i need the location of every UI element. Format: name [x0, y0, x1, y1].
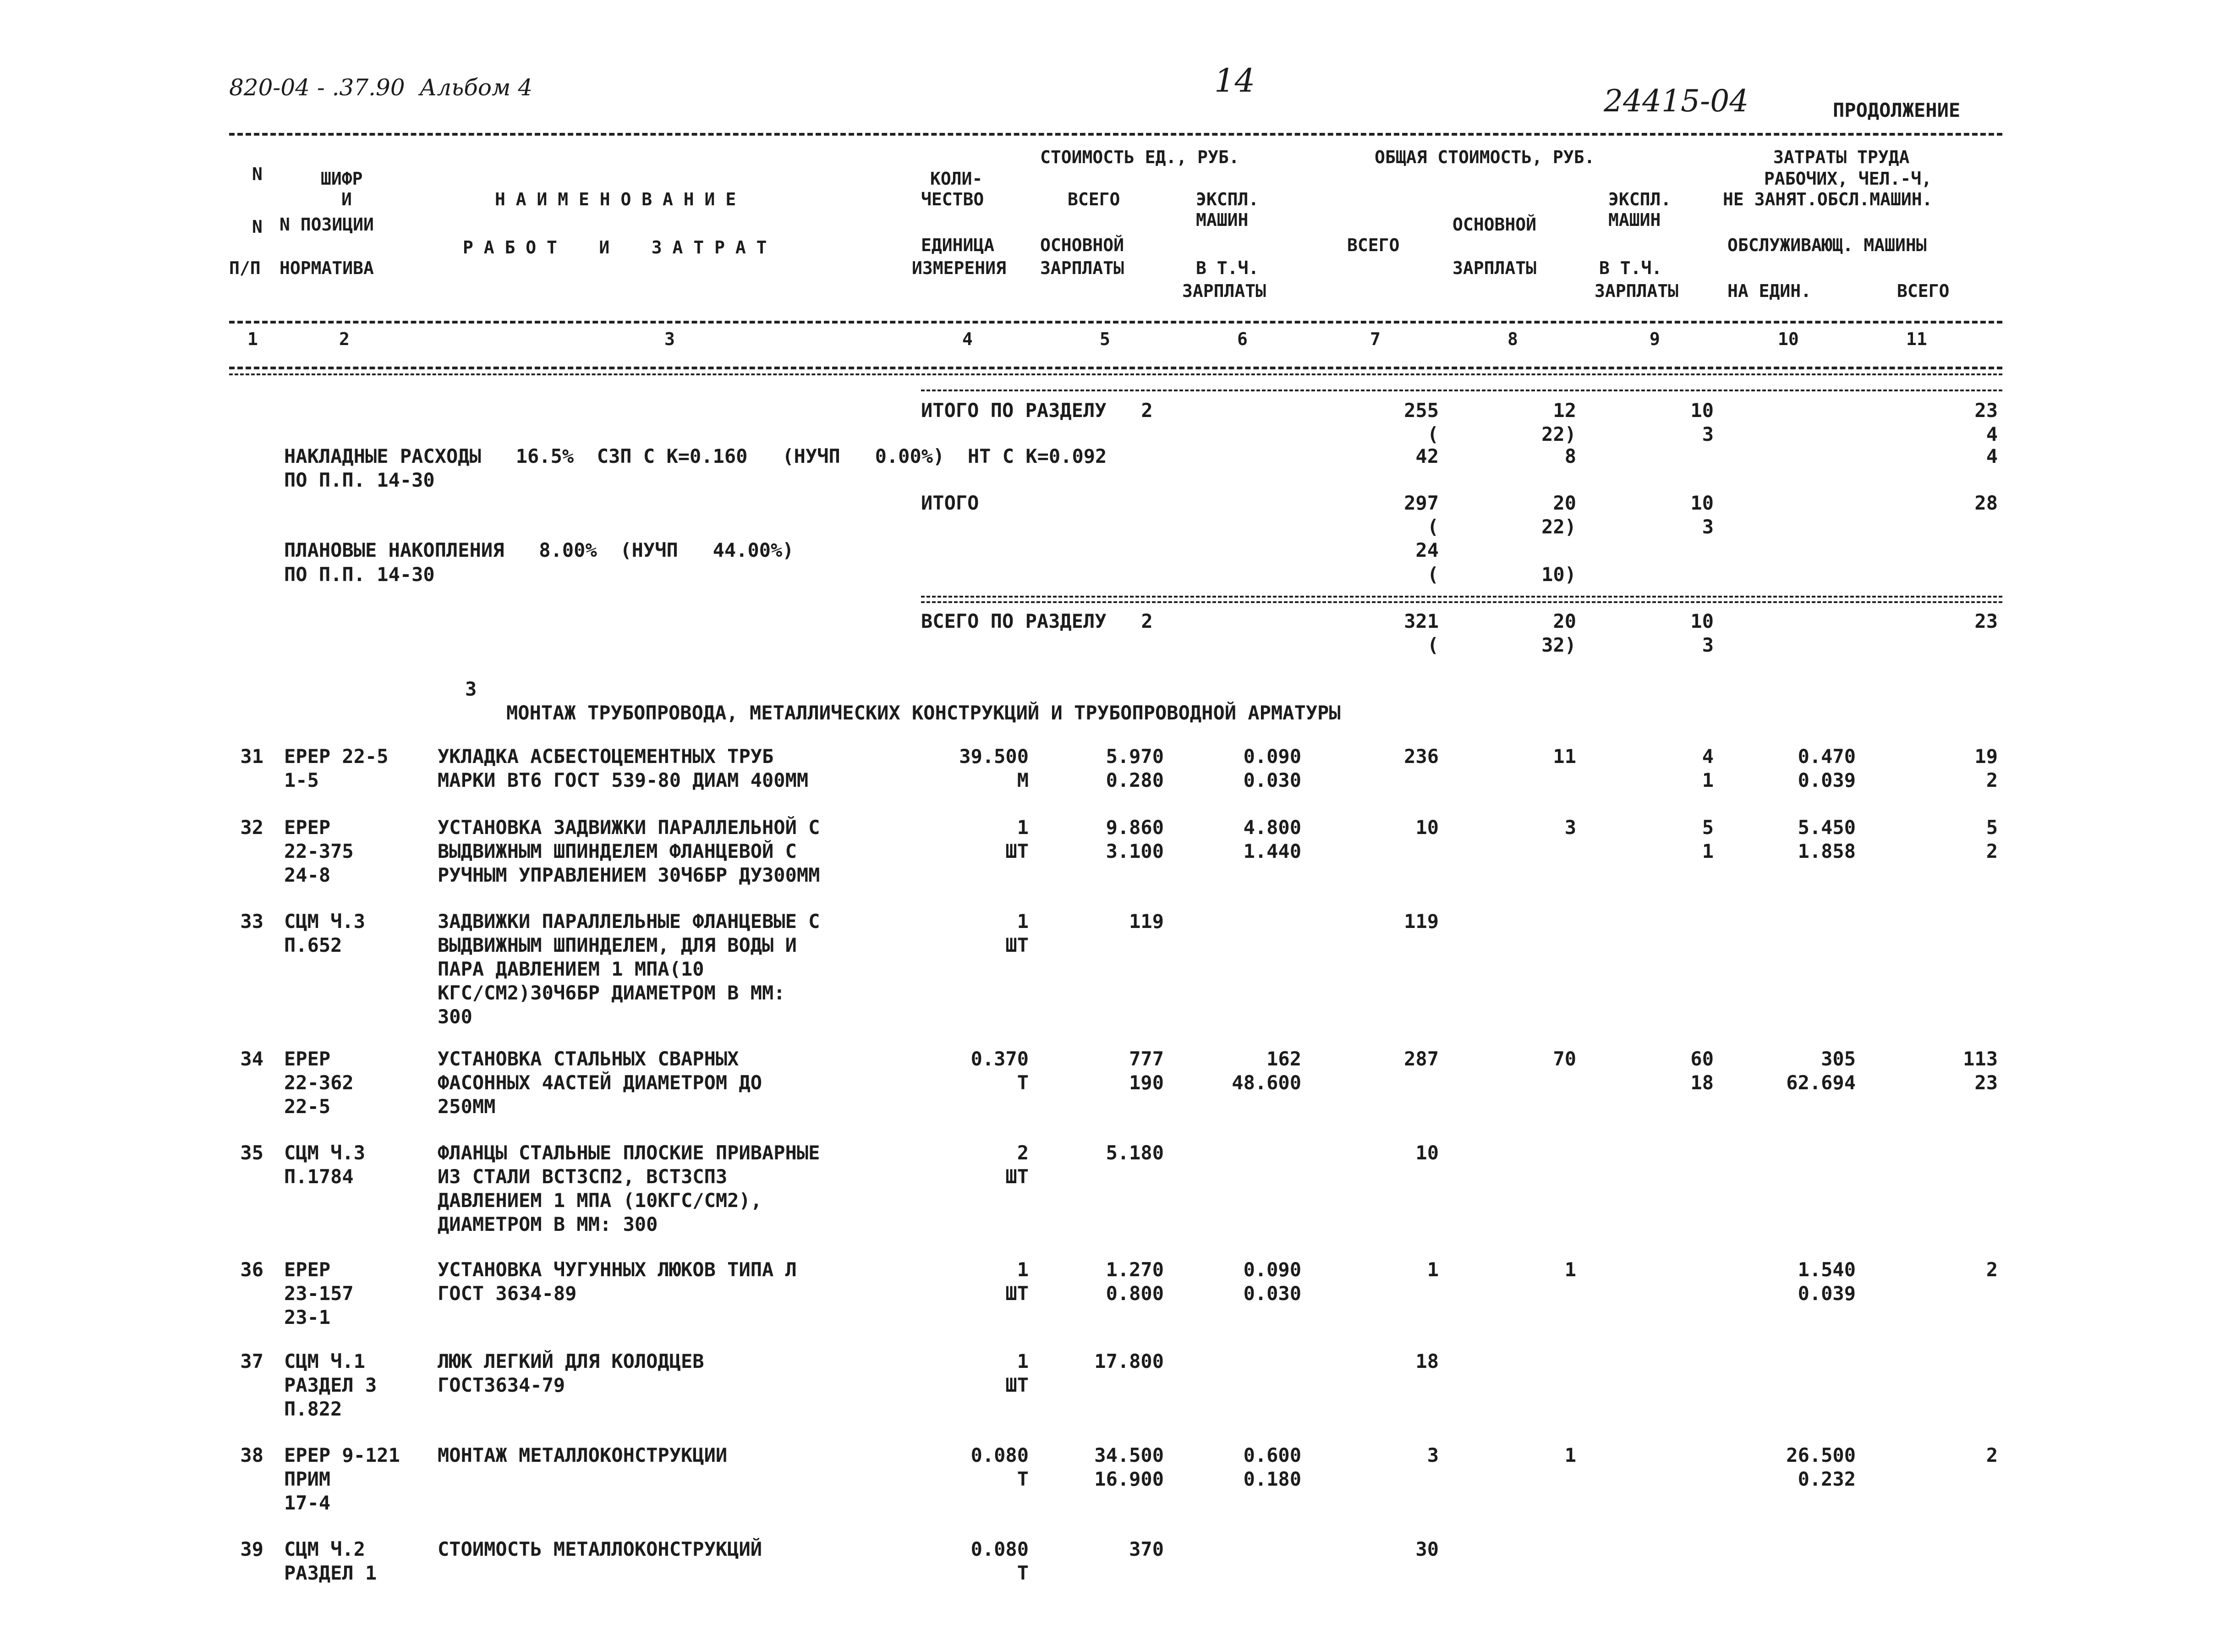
row-c8: 3 — [1564, 816, 1576, 839]
row-c10b: 0.232 — [1798, 1468, 1856, 1490]
row-code: 1-5 — [284, 769, 319, 791]
row-c6a: 0.090 — [1243, 1258, 1301, 1281]
row-unit: ШТ — [1005, 934, 1029, 956]
row-qty: 0.370 — [970, 1048, 1029, 1070]
header-c6: ЗАРПЛАТЫ — [1182, 281, 1266, 301]
column-number: 2 — [339, 329, 350, 349]
header-group-labor: РАБОЧИХ, ЧЕЛ.-Ч, — [1764, 169, 1932, 189]
summary-value: 10 — [1690, 610, 1714, 632]
row-name: ВЫДВИЖНЫМ ШПИНДЕЛЕМ ФЛАНЦЕВОЙ С — [438, 840, 797, 862]
row-c5a: 5.180 — [1106, 1142, 1164, 1164]
planned-savings-label: ПЛАНОВЫЕ НАКОПЛЕНИЯ 8.00% (НУЧП 44.00%) — [284, 539, 794, 561]
row-qty: 1 — [1017, 1350, 1029, 1372]
column-number: 8 — [1507, 329, 1518, 349]
summary-value: 3 — [1702, 423, 1714, 445]
row-name: ВЫДВИЖНЫМ ШПИНДЕЛЕМ, ДЛЯ ВОДЫ И — [438, 934, 797, 956]
summary-value: 28 — [1974, 492, 1998, 514]
row-c5a: 119 — [1129, 910, 1164, 933]
header-top-rule — [229, 133, 2002, 136]
header-c1: N — [252, 217, 263, 237]
row-c10b: 1.858 — [1798, 840, 1856, 862]
row-c8: 11 — [1553, 745, 1576, 768]
row-c6a: 162 — [1266, 1048, 1301, 1070]
header-c6: В Т.Ч. — [1196, 258, 1259, 278]
row-c11a: 2 — [1986, 1444, 1998, 1466]
row-code: СЦМ Ч.2 — [284, 1538, 366, 1560]
row-unit: М — [1017, 769, 1029, 791]
album-reference: 820-04 - .37.90 Альбом 4 — [229, 74, 533, 101]
header-c5: ЗАРПЛАТЫ — [1040, 258, 1124, 278]
row-c5a: 1.270 — [1106, 1258, 1164, 1281]
row-number: 39 — [240, 1538, 263, 1560]
row-c5a: 370 — [1129, 1538, 1164, 1560]
row-c7: 1 — [1427, 1258, 1439, 1281]
row-name: УСТАНОВКА ЧУГУННЫХ ЛЮКОВ ТИПА Л — [438, 1258, 797, 1281]
row-c7: 30 — [1415, 1538, 1439, 1560]
row-name: ДИАМЕТРОМ В ММ: 300 — [438, 1213, 658, 1235]
header-c7: ВСЕГО — [1347, 235, 1400, 255]
row-c7: 236 — [1404, 745, 1439, 768]
summary-value: 321 — [1404, 610, 1439, 632]
section-number: 3 — [465, 678, 477, 700]
summary-value: 297 — [1404, 492, 1439, 514]
row-code: 22-5 — [284, 1095, 331, 1118]
column-number: 7 — [1370, 329, 1381, 349]
row-qty: 1 — [1017, 1258, 1029, 1281]
row-number: 36 — [240, 1258, 263, 1281]
row-code: ЕРЕР 9-121 — [284, 1444, 400, 1466]
header-c4: ЧЕСТВО — [921, 189, 984, 209]
row-qty: 1 — [1017, 910, 1029, 933]
row-c8: 1 — [1564, 1444, 1576, 1466]
header-group-total-cost: ОБЩАЯ СТОИМОСТЬ, РУБ. — [1375, 147, 1595, 167]
summary-value: 42 — [1415, 445, 1439, 467]
header-c2: N ПОЗИЦИИ — [280, 214, 374, 235]
row-c10a: 305 — [1821, 1048, 1856, 1070]
row-unit: Т — [1017, 1071, 1029, 1094]
row-c10a: 1.540 — [1798, 1258, 1856, 1281]
row-code: ПРИМ — [284, 1468, 331, 1490]
summary-value: 3 — [1702, 634, 1714, 656]
header-c9: ЭКСПЛ. — [1608, 189, 1672, 209]
row-c7: 10 — [1415, 1142, 1439, 1164]
row-unit: Т — [1017, 1562, 1029, 1584]
column-number: 1 — [247, 329, 258, 349]
row-name: ФАСОННЫХ 4АСТЕЙ ДИАМЕТРОМ ДО — [438, 1071, 762, 1094]
summary-rule-3 — [921, 601, 2002, 603]
row-c11a: 19 — [1974, 745, 1998, 768]
summary-value: 22) — [1541, 423, 1576, 445]
summary-rule-2 — [921, 596, 2002, 598]
row-code: 22-375 — [284, 840, 354, 862]
row-name: МАРКИ ВТ6 ГОСТ 539-80 ДИАМ 400ММ — [438, 769, 809, 791]
row-number: 31 — [240, 745, 263, 768]
row-unit: ШТ — [1005, 1282, 1029, 1305]
row-c6a: 0.600 — [1243, 1444, 1301, 1466]
row-c10a: 0.470 — [1798, 745, 1856, 768]
row-c9b: 1 — [1702, 840, 1714, 862]
row-c9a: 60 — [1690, 1048, 1714, 1070]
column-number: 10 — [1778, 329, 1799, 349]
row-c8: 70 — [1553, 1048, 1576, 1070]
row-code: СЦМ Ч.3 — [284, 910, 366, 933]
header-group-unit-cost: СТОИМОСТЬ ЕД., РУБ. — [1040, 147, 1239, 167]
overhead-label: НАКЛАДНЫЕ РАСХОДЫ 16.5% СЗП С К=0.160 (НУЧП 0.00%) НТ С К=0.092 — [284, 445, 1107, 467]
row-code: 23-157 — [284, 1282, 354, 1305]
row-c7: 3 — [1427, 1444, 1439, 1466]
row-name: 250ММ — [438, 1095, 496, 1118]
row-c5b: 190 — [1129, 1071, 1164, 1094]
summary-value: 4 — [1986, 445, 1998, 467]
header-c5: ВСЕГО — [1068, 189, 1120, 209]
summary-value: ( — [1427, 516, 1439, 538]
row-c9a: 4 — [1702, 745, 1714, 768]
row-c6b: 0.030 — [1243, 1282, 1301, 1305]
column-number: 3 — [664, 329, 675, 349]
row-code: 17-4 — [284, 1492, 331, 1514]
header-c2: И — [341, 189, 352, 209]
row-c7: 119 — [1404, 910, 1439, 933]
section-title: МОНТАЖ ТРУБОПРОВОДА, МЕТАЛЛИЧЕСКИХ КОНСТРУКЦИЙ И ТРУБОПРОВОДНОЙ АРМАТУРЫ — [506, 702, 1341, 724]
row-name: ГОСТ3634-79 — [438, 1374, 565, 1396]
header-c8: ОСНОВНОЙ — [1453, 214, 1537, 235]
row-c7: 10 — [1415, 816, 1439, 839]
row-qty: 0.080 — [970, 1444, 1029, 1466]
document-number: 24415-04 — [1604, 83, 1749, 119]
row-c10b: 0.039 — [1798, 769, 1856, 791]
row-c11a: 113 — [1963, 1048, 1998, 1070]
row-code: РАЗДЕЛ 1 — [284, 1562, 377, 1584]
header-group-labor: ОБСЛУЖИВАЮЩ. МАШИНЫ — [1727, 235, 1927, 255]
row-qty: 0.080 — [970, 1538, 1029, 1560]
header-c9: В Т.Ч. — [1599, 258, 1662, 278]
row-name: ГОСТ 3634-89 — [438, 1282, 577, 1305]
summary-value: 10 — [1690, 492, 1714, 514]
summary-value: 22) — [1541, 516, 1576, 538]
planned-savings-label: ПО П.П. 14-30 — [284, 563, 435, 586]
summary-label: ВСЕГО ПО РАЗДЕЛУ 2 — [921, 610, 1153, 632]
summary-value: ( — [1427, 423, 1439, 445]
row-unit: Т — [1017, 1468, 1029, 1490]
header-c4: ИЗМЕРЕНИЯ — [912, 258, 1006, 278]
row-code: СЦМ Ч.1 — [284, 1350, 366, 1372]
header-c3: Н А И М Е Н О В А Н И Е — [495, 189, 736, 209]
row-name: УКЛАДКА АСБЕСТОЦЕМЕНТНЫХ ТРУБ — [438, 745, 774, 768]
row-unit: ШТ — [1005, 1374, 1029, 1396]
row-code: ЕРЕР — [284, 1258, 331, 1281]
row-code: ЕРЕР 22-5 — [284, 745, 389, 768]
row-code: СЦМ Ч.3 — [284, 1142, 366, 1164]
row-name: УСТАНОВКА ЗАДВИЖКИ ПАРАЛЛЕЛЬНОЙ С — [438, 816, 820, 839]
row-c9b: 1 — [1702, 769, 1714, 791]
row-qty: 39.500 — [959, 745, 1029, 768]
header-c9: ЗАРПЛАТЫ — [1595, 281, 1679, 301]
row-name: МОНТАЖ МЕТАЛЛОКОНСТРУКЦИИ — [438, 1444, 728, 1466]
summary-value: 32) — [1541, 634, 1576, 656]
header-c2: НОРМАТИВА — [280, 258, 374, 278]
summary-value: 23 — [1974, 610, 1998, 632]
header-c11: ВСЕГО — [1897, 281, 1950, 301]
row-c11b: 23 — [1974, 1071, 1998, 1094]
row-c10b: 62.694 — [1786, 1071, 1856, 1094]
header-mid-rule — [229, 321, 2002, 324]
column-number: 4 — [962, 329, 973, 349]
summary-value: 20 — [1553, 492, 1576, 514]
summary-value: 10) — [1541, 563, 1576, 586]
row-code: ЕРЕР — [284, 1048, 331, 1070]
summary-value: 20 — [1553, 610, 1576, 632]
row-name: ИЗ СТАЛИ ВСТ3СП2, ВСТ3СП3 — [438, 1165, 728, 1188]
summary-label: ИТОГО — [921, 492, 979, 514]
row-name: СТОИМОСТЬ МЕТАЛЛОКОНСТРУКЦИЙ — [438, 1538, 762, 1560]
row-name: 300 — [438, 1005, 472, 1028]
summary-top-rule — [921, 390, 2002, 391]
header-c4: ЕДИНИЦА — [921, 235, 995, 255]
summary-label: ИТОГО ПО РАЗДЕЛУ 2 — [921, 399, 1153, 422]
header-c9: МАШИН — [1608, 210, 1661, 230]
row-name: РУЧНЫМ УПРАВЛЕНИЕМ 30Ч6БР ДУ300ММ — [438, 864, 820, 886]
summary-value: 10 — [1690, 399, 1714, 422]
header-c4: КОЛИ- — [930, 169, 983, 189]
row-c5b: 0.280 — [1106, 769, 1164, 791]
header-c1: П/П — [229, 258, 261, 278]
row-c11a: 5 — [1986, 816, 1998, 839]
header-c3: Р А Б О Т И З А Т Р А Т — [463, 237, 767, 258]
page-number: 14 — [1214, 62, 1255, 99]
row-code: 22-362 — [284, 1071, 354, 1094]
row-c6b: 1.440 — [1243, 840, 1301, 862]
row-c11b: 2 — [1986, 840, 1998, 862]
row-c5a: 9.860 — [1106, 816, 1164, 839]
summary-value: 3 — [1702, 516, 1714, 538]
summary-value: 23 — [1974, 399, 1998, 422]
row-c5a: 17.800 — [1094, 1350, 1164, 1372]
row-c11a: 2 — [1986, 1258, 1998, 1281]
header-group-labor: НЕ ЗАНЯТ.ОБСЛ.МАШИН. — [1723, 189, 1933, 209]
header-c6: ЭКСПЛ. — [1196, 189, 1259, 209]
column-number: 11 — [1906, 329, 1927, 349]
continuation-label: ПРОДОЛЖЕНИЕ — [1833, 99, 1961, 121]
row-c9b: 18 — [1690, 1071, 1714, 1094]
row-c10a: 26.500 — [1786, 1444, 1856, 1466]
row-code: П.822 — [284, 1398, 342, 1420]
column-number: 5 — [1100, 329, 1110, 349]
row-number: 35 — [240, 1142, 263, 1164]
row-c5a: 777 — [1129, 1048, 1164, 1070]
row-name: ЗАДВИЖКИ ПАРАЛЛЕЛЬНЫЕ ФЛАНЦЕВЫЕ С — [438, 910, 820, 933]
row-number: 34 — [240, 1048, 263, 1070]
row-c7: 287 — [1404, 1048, 1439, 1070]
header-bottom-rule-2 — [229, 373, 2002, 375]
row-name: ПАРА ДАВЛЕНИЕМ 1 МПА(10 — [438, 958, 704, 980]
column-number: 9 — [1650, 329, 1660, 349]
row-c6b: 48.600 — [1232, 1071, 1301, 1094]
row-c10a: 5.450 — [1798, 816, 1856, 839]
row-name: ЛЮК ЛЕГКИЙ ДЛЯ КОЛОДЦЕВ — [438, 1350, 704, 1372]
header-group-labor: ЗАТРАТЫ ТРУДА — [1773, 147, 1910, 167]
row-c8: 1 — [1564, 1258, 1576, 1281]
summary-value: ( — [1427, 634, 1439, 656]
row-code: РАЗДЕЛ 3 — [284, 1374, 377, 1396]
row-c5a: 5.970 — [1106, 745, 1164, 768]
row-number: 32 — [240, 816, 263, 839]
row-c6b: 0.030 — [1243, 769, 1301, 791]
header-bottom-rule — [229, 367, 2002, 369]
row-c6a: 0.090 — [1243, 745, 1301, 768]
row-name: ДАВЛЕНИЕМ 1 МПА (10КГС/СМ2), — [438, 1189, 762, 1212]
row-unit: ШТ — [1005, 1165, 1029, 1188]
column-number: 6 — [1237, 329, 1248, 349]
row-unit: ШТ — [1005, 840, 1029, 862]
row-c5b: 16.900 — [1094, 1468, 1164, 1490]
summary-value: 12 — [1553, 399, 1576, 422]
header-c8: ЗАРПЛАТЫ — [1453, 258, 1537, 278]
row-qty: 2 — [1017, 1142, 1029, 1164]
summary-value: 4 — [1986, 423, 1998, 445]
row-number: 33 — [240, 910, 263, 933]
summary-value: ( — [1427, 563, 1439, 586]
row-c10b: 0.039 — [1798, 1282, 1856, 1305]
row-c5b: 3.100 — [1106, 840, 1164, 862]
summary-value: 24 — [1415, 539, 1439, 561]
row-code: П.1784 — [284, 1165, 354, 1188]
header-c5: ОСНОВНОЙ — [1040, 235, 1124, 255]
row-code: 23-1 — [284, 1306, 331, 1328]
row-name: УСТАНОВКА СТАЛЬНЫХ СВАРНЫХ — [438, 1048, 739, 1070]
row-name: ФЛАНЦЫ СТАЛЬНЫЕ ПЛОСКИЕ ПРИВАРНЫЕ — [438, 1142, 820, 1164]
row-code: 24-8 — [284, 864, 331, 886]
row-number: 38 — [240, 1444, 263, 1466]
header-c6: МАШИН — [1196, 210, 1249, 230]
row-c11b: 2 — [1986, 769, 1998, 791]
row-code: ЕРЕР — [284, 816, 331, 839]
row-c5a: 34.500 — [1094, 1444, 1164, 1466]
header-c1: N — [252, 164, 263, 184]
row-name: КГС/СМ2)30Ч6БР ДИАМЕТРОМ В ММ: — [438, 982, 785, 1004]
header-c10: НА ЕДИН. — [1727, 281, 1812, 301]
row-number: 37 — [240, 1350, 263, 1372]
row-code: П.652 — [284, 934, 342, 956]
overhead-label: ПО П.П. 14-30 — [284, 469, 435, 491]
row-c6a: 4.800 — [1243, 816, 1301, 839]
summary-value: 8 — [1564, 445, 1576, 467]
row-c5b: 0.800 — [1106, 1282, 1164, 1305]
row-qty: 1 — [1017, 816, 1029, 839]
row-c7: 18 — [1415, 1350, 1439, 1372]
row-c6b: 0.180 — [1243, 1468, 1301, 1490]
row-c9a: 5 — [1702, 816, 1714, 839]
summary-value: 255 — [1404, 399, 1439, 422]
header-c2: ШИФР — [321, 169, 363, 189]
